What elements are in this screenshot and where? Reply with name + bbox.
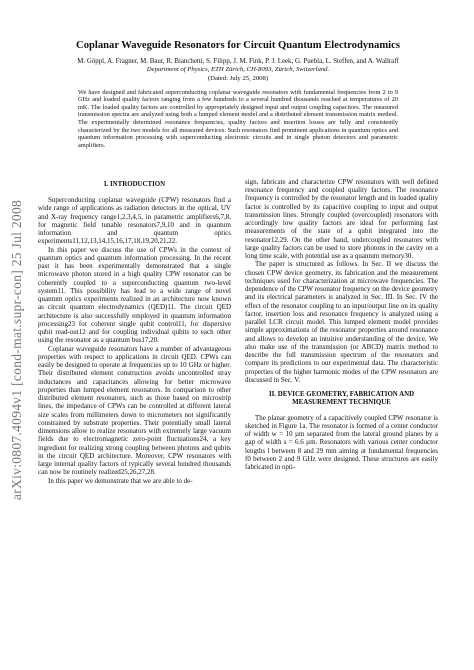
abstract: We have designed and fabricated superconducting coplanar waveguide resonators with fundamental frequencies from 2 to 9 GHz and loaded quality factors ranging from a few hundreds to a several hundred thousands reached at temperatures of 20 mK. The loaded quality factors are controlled by appropriately designed input and output coupling capacitors. The measured transmission spectra are analyzed using both a lumped element model and a distributed element transmission matrix method. The experimentally determined resonance frequencies, quality factors and insertion losses are fully and consistently characterized by the two models for all measured devices. Such resonators find prominent applications in quantum optics and quantum information processing with superconducting electronic circuits and in single photon detectors and parametric amplifiers. <box>78 88 398 149</box>
arxiv-identifier-stamp <box>4 170 30 530</box>
paragraph-continued: sign, fabricate and characterize CPW resonators with well defined resonance frequency and coupled quality factors. The resonance frequency is controlled by the resonator length and its loaded quality factor is controlled by its capacitive coupling to input and output transmission lines. Strongly coupled (overcoupled) resonators with accordingly low quality factors are ideal for performing fast measurements of the state of a qubit integrated into the resonator12,29. On the other hand, undercoupled resonators with large quality factors can be used to store photons in the cavity on a long time scale, with potential use as a quantum memory30. <box>245 177 438 261</box>
paragraph: The planar geometry of a capacitively coupled CPW resonator is sketched in Figure 1a. The resonator is formed of a center conductor of width w = 10 µm separated from the lateral ground planes by a gap of width s = 6.6 µm. Resonators with various center conductor lengths l between 8 and 29 mm aiming at fundamental frequencies f0 between 2 and 9 GHz were designed. These structures are easily fabricated in opti- <box>245 413 438 472</box>
paragraph: Superconducting coplanar waveguide (CPW) resonators find a wide range of applications as radiation detectors in the optical, UV and X-ray frequency range1,2,3,4,5, in parametric amplifiers6,7,8, for magnetic field tunable resonators7,9,10 and in quantum information and quantum optics experiments11,12,13,14,15,16,17,18,19,20,21,22. <box>38 196 231 246</box>
paragraph: In this paper we demonstrate that we are able to de- <box>48 476 193 485</box>
paper-title: Coplanar Waveguide Resonators for Circuit Quantum Electrodynamics <box>76 40 400 51</box>
left-column <box>38 178 231 606</box>
section-heading-device-geometry: II. DEVICE GEOMETRY, FABRICATION AND MEASUREMENT TECHNIQUE <box>268 391 415 407</box>
date-line: (Dated: July 25, 2008) <box>207 74 269 82</box>
affiliation: Department of Physics, ETH Zürich, CH-8093, Zürich, Switzerland. <box>146 66 330 74</box>
paragraph: Coplanar waveguide resonators have a number of advantageous properties with respect to applications in circuit QED. CPWs can easily be designed to operate at frequencies up to 10 GHz or higher. Their distributed element construction avoids uncontrolled stray inductances and capacitances allowing for better microwave properties than lumped element resonators. In comparison to other distributed element resonators, such as those based on microstrip lines, the impedance of CPWs can be controlled at different lateral size scales from millimeters down to micrometers not significantly constrained by substrate properties. Their potentially small lateral dimensions allow to realize resonators with extremely large vacuum fields due to electromagnetic zero-point fluctuations24, a key ingredient for realizing strong coupling between photons and qubits in the circuit QED architecture. Moreover, CPW resonators with large internal quality factors of typically several hundred thousands can now be routinely realized25,26,27,28. <box>38 344 231 477</box>
section-heading-introduction: I. INTRODUCTION <box>103 180 166 188</box>
body-columns <box>38 178 438 606</box>
paper-page <box>38 40 438 606</box>
paragraph: In this paper we discuss the use of CPWs in the context of quantum optics and quantum information processing. In the recent past it has been experimentally demonstrated that a single microwave photon stored in a high quality CPW resonator can be coherently coupled to a superconducting quantum two-level system11. This possibility has lead to a wide range of novel quantum optics experiments realized in an architecture now known as circuit quantum electrodynamics (QED)11. The circuit QED architecture is also successfully employed in quantum information processing23 for coherent single qubit control11, for dispersive qubit read-out12 and for coupling individual qubits to each other using the resonator as a quantum bus17,20. <box>38 245 231 345</box>
right-column <box>245 178 438 606</box>
arxiv-identifier-text: arXiv:0807.4094v1 [cond-mat.supr-con] 25 Jul 2008 <box>9 199 25 501</box>
author-list: M. Göppl, A. Fragner, M. Baur, R. Bianchetti, S. Filipp, J. M. Fink, P. J. Leek, G. Puebla, L. Steffen, and A. Wallraff <box>77 58 399 65</box>
paragraph: The paper is structured as follows. In Sec. II we discuss the chosen CPW device geometry, its fabrication and the measurement techniques used for characterization at microwave frequencies. The dependence of the CPW resonator frequency on the device geometry and its electrical parameters is analyzed in Sec. III. In Sec. IV the effect of the resonator coupling to an input/output line on its quality factor, insertion loss and resonance frequency is analyzed using a parallel LCR circuit model. This lumped element model provides simple approximations of the resonator properties around resonance and allows to develop an intuitive understanding of the device. We also make use of the transmission (or ABCD) matrix method to describe the full transmission spectrum of the resonators and compare its predictions to our experimental data. The characteristic properties of the higher harmonic modes of the CPW resonators are discussed in Sec. V. <box>245 260 438 384</box>
